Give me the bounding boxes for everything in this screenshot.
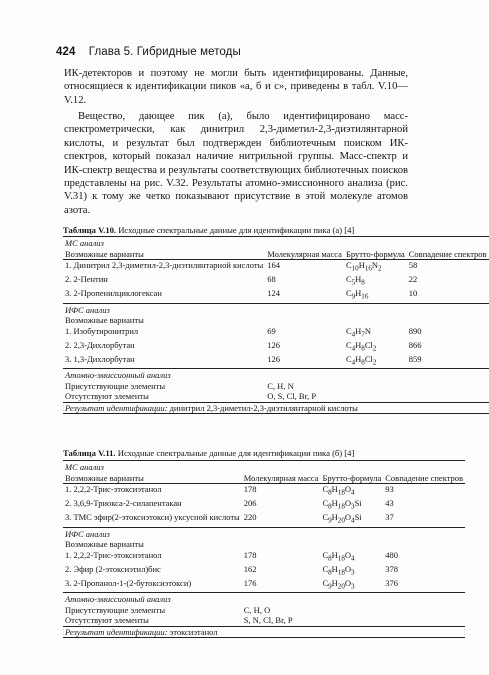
cell-name: 3. 1,3-Дихлорбутан <box>65 353 135 364</box>
cell-match: 480 <box>385 549 399 560</box>
ir-section-label: ИФС анализ <box>63 527 465 539</box>
cell-match: 376 <box>385 577 399 588</box>
result-label: Результат идентификации: <box>65 402 168 413</box>
cell-formula: $C_4H_7N$ <box>345 325 371 339</box>
cell-name: 1. Изобутиронитрил <box>65 325 139 336</box>
result-label: Результат идентификации: <box>65 626 168 637</box>
paragraph-2: Вещество, дающее пик (а), было идентифицировано масс-спектрометрически, как динитрил 2,3-диметил-2,3-диэтилянтарной кислоты, и результат был подтвержден библиотечным поиском ИК-спектров, который показал наличие нитрильной группы. Масс-спектр и ИК-спектр вещества и результаты соответствующих библиотечных поисков представлены на рис. V.32. Результаты атомно-эмиссионного анализа (рис. V.31) к тому же четко показывают присутствие в этой молекуле атомов азота. <box>64 111 408 216</box>
result-value: этоксиэтанол <box>169 626 218 637</box>
table-row <box>63 498 465 512</box>
cell-mass: 126 <box>267 353 281 364</box>
table-row <box>63 564 465 578</box>
col-header-mass: Молекулярная масса <box>267 248 342 259</box>
ms-section-label: МС анализ <box>63 461 465 473</box>
cell-name: 3. ТМС эфир(2-этоксиэтокси) уксусной кислоты <box>65 512 240 523</box>
table-v11 <box>63 460 465 638</box>
cell-mass: 68 <box>267 274 276 285</box>
cell-mass: 124 <box>267 288 281 299</box>
page-number: 424 <box>56 46 76 58</box>
cell-formula: $C_4H_8Cl_2$ <box>345 339 377 353</box>
col-header-match: Совпадение спектров <box>408 248 487 259</box>
identification-result <box>63 402 489 414</box>
table-row <box>63 260 489 275</box>
table-row <box>63 288 489 303</box>
present-elements-value: C, H, O <box>243 604 271 615</box>
cell-name: 1. 2,2,2-Трис-этоксиэтанол <box>65 484 162 494</box>
absent-elements-value: S, N, Cl, Br, P <box>243 615 293 626</box>
table-header-row <box>63 249 489 260</box>
cell-formula: $C_{10}H_{16}N_2$ <box>345 260 382 273</box>
ir-section-label: ИФС анализ <box>63 303 489 315</box>
present-elements-label: Присутствующие элементы <box>65 380 166 391</box>
cell-name: 2. 2,3-Дихлорбутан <box>65 339 135 350</box>
cell-match: 93 <box>385 484 394 494</box>
cell-mass: 126 <box>267 339 281 350</box>
cell-match: 10 <box>408 288 418 299</box>
table-row <box>63 354 489 369</box>
cell-formula: $C_8H_{18}O_3$ <box>322 563 355 577</box>
cell-match: 859 <box>408 353 422 364</box>
chapter-title: Глава 5. Гибридные методы <box>88 46 241 58</box>
cell-name: 1. 2,2,2-Трис-этоксиэтанол <box>65 549 162 560</box>
cell-name: 3. 2-Пропанол-1-(2-бутоксиэтокси) <box>65 577 192 588</box>
cell-mass: 178 <box>243 484 257 494</box>
cell-mass: 162 <box>243 563 257 574</box>
present-elements-label: Присутствующие элементы <box>65 604 166 615</box>
table-header-row <box>63 473 465 484</box>
cell-match: 43 <box>385 498 394 509</box>
cell-match: 22 <box>408 274 418 285</box>
cell-mass: 164 <box>267 260 281 270</box>
table-row <box>63 484 465 499</box>
cell-mass: 178 <box>243 549 257 560</box>
ms-section-label: МС анализ <box>63 237 489 249</box>
cell-match: 866 <box>408 339 422 350</box>
col-header-variants: Возможные варианты <box>63 249 265 260</box>
cell-mass: 206 <box>243 498 257 509</box>
cell-mass: 220 <box>243 512 257 523</box>
table-row <box>63 512 465 527</box>
cell-name: 2. 2-Пентин <box>65 274 108 285</box>
table-v10-label: Таблица V.10. <box>63 225 117 235</box>
paragraph-1: ИК-детекторов и поэтому не могли быть идентифицированы. Данные, относящиеся к идентификации пиков «а, б и с», приведены в табл. V.10—V.12. <box>64 68 408 106</box>
cell-name: 2. 3,6,9-Триокса-2-силапентакан <box>65 498 182 509</box>
cell-name: 2. Эфир (2-этоксиэтил)бис <box>65 563 161 574</box>
col-header-mass: Молекулярная масса <box>243 472 319 483</box>
running-header <box>56 46 241 58</box>
table-row <box>63 550 465 564</box>
col-header-formula: Брутто-формула <box>322 472 382 483</box>
table-row <box>63 326 489 340</box>
cell-formula: $C_9H_{16}$ <box>345 288 369 302</box>
absent-elements-value: O, S, Cl, Br, P <box>267 391 317 402</box>
table-v11-title: Исходные спектральные данные для идентификации пика (б) [4] <box>117 448 355 458</box>
col-header-variants: Возможные варианты <box>63 473 242 484</box>
table-row <box>63 274 489 288</box>
result-value: динитрил 2,3-диметил-2,3-диэтилянтарной кислоты <box>169 402 358 413</box>
cell-formula: $C_9H_{20}O_3$ <box>322 577 355 591</box>
cell-match: 378 <box>385 563 399 574</box>
cell-match: 890 <box>408 325 422 336</box>
present-elements-value: C, H, N <box>267 380 294 391</box>
cell-name: 1. Динитрил 2,3-диметил-2,3-диэтилянтарной кислоты <box>65 260 264 270</box>
table-v11-label: Таблица V.11. <box>63 448 116 458</box>
table-v10-caption <box>63 225 409 235</box>
ir-subheader: Возможные варианты <box>65 539 144 550</box>
cell-formula: $C_4H_8Cl_2$ <box>345 353 377 367</box>
ae-section-label: Атомно-эмиссионный анализ <box>63 369 489 381</box>
cell-mass: 69 <box>267 325 276 336</box>
table-v10-title: Исходные спектральные данные для идентификации пика (а) [4] <box>118 225 355 235</box>
col-header-formula: Брутто-формула <box>345 248 405 259</box>
cell-formula: $C_8H_{18}O_4$ <box>322 549 355 563</box>
table-row <box>63 340 489 354</box>
absent-elements-label: Отсутствуют элементы <box>65 391 149 402</box>
table-v11-caption <box>63 448 409 458</box>
cell-formula: $C_5H_8$ <box>345 274 365 287</box>
cell-formula: $C_8H_{18}O_4$ <box>322 484 355 497</box>
cell-match: 58 <box>408 260 418 270</box>
identification-result <box>63 626 465 638</box>
cell-match: 37 <box>385 512 394 523</box>
table-row <box>63 578 465 593</box>
absent-elements-label: Отсутствуют элементы <box>65 615 149 626</box>
col-header-match: Совпадение спектров <box>385 472 464 483</box>
cell-mass: 176 <box>243 577 257 588</box>
ir-subheader: Возможные варианты <box>65 315 144 326</box>
ae-section-label: Атомно-эмиссионный анализ <box>63 593 465 605</box>
table-v10 <box>63 236 489 414</box>
cell-formula: $C_9H_{20}O_4Si$ <box>322 512 362 526</box>
cell-name: 3. 2-Пропенилциклогексан <box>65 288 162 299</box>
cell-formula: $C_8H_{18}O_3Si$ <box>322 498 362 511</box>
